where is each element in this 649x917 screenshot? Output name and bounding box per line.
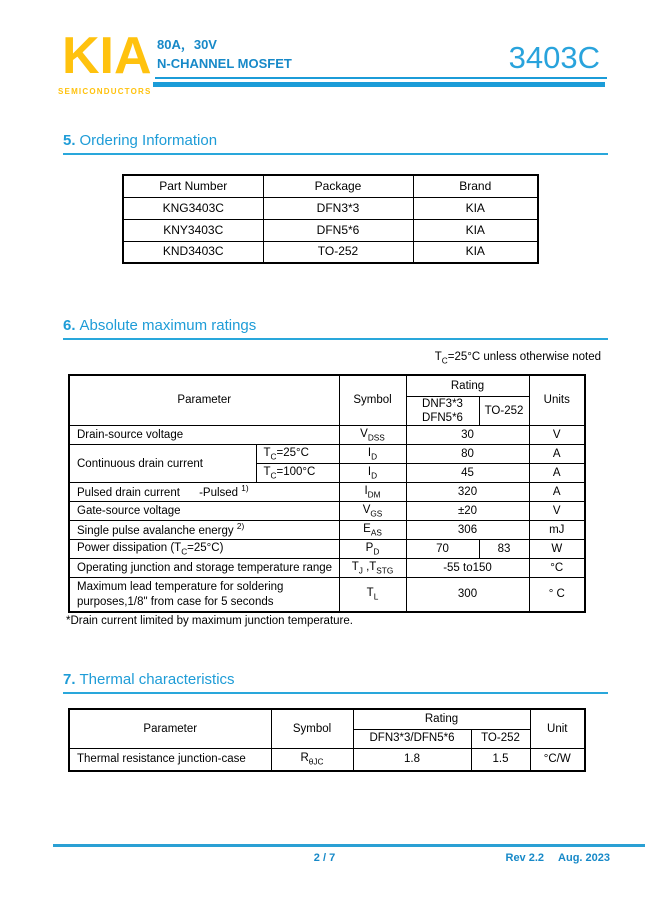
part-number-cell: KNY3403C xyxy=(123,219,263,241)
header-rule-thin xyxy=(155,77,607,79)
part-number-cell: KNG3403C xyxy=(123,197,263,219)
parameter-cell: Power dissipation $(T_C=25^\circ C)$ xyxy=(69,540,339,559)
parameter-cell: Single pulse avalanche energy $^{2)}$ xyxy=(69,521,339,540)
brand-cell: KIA xyxy=(413,219,538,241)
revision-label: Rev 2.2 xyxy=(505,852,545,864)
condition-cell: $T_C=25^\circ C$ xyxy=(256,445,339,464)
parameter-cell: Thermal resistance junction-case xyxy=(69,748,271,771)
package-cell: DFN3*3 xyxy=(263,197,413,219)
package-name: DFN5*6 xyxy=(422,411,463,424)
section-6-rule xyxy=(63,338,608,340)
section-7-rule xyxy=(63,692,608,694)
unit-cell: V xyxy=(529,502,585,521)
symbol-cell: $I_{DM}$ xyxy=(339,483,406,502)
table-row xyxy=(69,502,585,521)
table-header-row xyxy=(69,375,585,396)
table-row xyxy=(69,445,585,464)
parameter-cell: Drain-source voltage xyxy=(69,426,339,445)
logo-subtext: SEMICONDUCTORS xyxy=(58,87,152,96)
col-header-unit: Unit xyxy=(530,709,585,748)
package-cell: TO-252 xyxy=(263,241,413,263)
symbol-cell: $I_D$ xyxy=(339,464,406,483)
rating-cell: 320 xyxy=(406,483,529,502)
col-header-rating: Rating xyxy=(353,709,530,729)
col-header-parameter: Parameter xyxy=(69,375,339,426)
package-cell: DFN5*6 xyxy=(263,219,413,241)
table-row xyxy=(123,241,538,263)
kia-logo: KIA xyxy=(62,27,152,85)
symbol-cell: $R_{\theta JC}$ xyxy=(271,748,353,771)
section-6-title: Absolute maximum ratings xyxy=(79,317,257,334)
symbol-cell: $T_J$ $,T_{STG}$ xyxy=(339,559,406,578)
symbol-cell: $V_{DSS}$ xyxy=(339,426,406,445)
section-5-heading xyxy=(63,132,217,149)
col-header-rating: Rating xyxy=(406,375,529,396)
symbol-cell: $P_D$ xyxy=(339,540,406,559)
absolute-maximum-ratings-table xyxy=(68,374,586,613)
part-number-title: 3403C xyxy=(508,40,600,75)
table-row xyxy=(69,521,585,540)
device-spec xyxy=(157,35,292,73)
test-condition-note: $T_C=25^\circ C$ unless otherwise noted xyxy=(434,351,601,366)
table-row xyxy=(123,219,538,241)
unit-cell: A xyxy=(529,464,585,483)
col-header-units: Units xyxy=(529,375,585,426)
table-row xyxy=(69,748,585,771)
symbol-cell: $T_L$ xyxy=(339,578,406,612)
header-rule-thick xyxy=(153,82,605,87)
condition-cell: $T_C=100^\circ C$ xyxy=(256,464,339,483)
table-row xyxy=(69,559,585,578)
rating-cell: ±20 xyxy=(406,502,529,521)
unit-cell: ° C xyxy=(529,578,585,612)
unit-cell: A xyxy=(529,483,585,502)
package-name: DNF3*3 xyxy=(422,397,463,410)
section-6-number: 6. xyxy=(63,317,76,334)
revision-info xyxy=(506,852,611,864)
unit-cell: °C/W xyxy=(530,748,585,771)
section-5-number: 5. xyxy=(63,132,76,149)
rating-cell: 306 xyxy=(406,521,529,540)
spec-line-rating: 80A，30V xyxy=(157,37,217,52)
unit-cell: °C xyxy=(529,559,585,578)
rating-cell-to252: 83 xyxy=(479,540,529,559)
brand-cell: KIA xyxy=(413,197,538,219)
col-header-package-to252: TO-252 xyxy=(479,396,529,426)
col-header-package-dfn: DFN3*3/DFN5*6 xyxy=(353,729,471,748)
symbol-cell: $E_{AS}$ xyxy=(339,521,406,540)
parameter-cell: Maximum lead temperature for soldering purposes,1/8" from case for 5 seconds xyxy=(69,578,339,612)
section-5-rule xyxy=(63,153,608,155)
spec-line-type: N-CHANNEL MOSFET xyxy=(157,56,292,71)
col-header-symbol: Symbol xyxy=(339,375,406,426)
rating-cell: 30 xyxy=(406,426,529,445)
col-header-package-dfn xyxy=(406,396,479,426)
table-row xyxy=(69,483,585,502)
rating-cell: 80 xyxy=(406,445,529,464)
page-number: 2 / 7 xyxy=(313,852,336,864)
table-row xyxy=(123,197,538,219)
section-7-title: Thermal characteristics xyxy=(79,671,235,688)
table-row xyxy=(69,578,585,612)
rating-cell-dfn: 1.8 xyxy=(353,748,471,771)
table-row xyxy=(69,426,585,445)
part-number-cell: KND3403C xyxy=(123,241,263,263)
unit-cell: mJ xyxy=(529,521,585,540)
unit-cell: V xyxy=(529,426,585,445)
ordering-information-table xyxy=(122,174,539,264)
revision-date: Aug. 2023 xyxy=(558,852,610,864)
parameter-cell: Pulsed drain current -Pulsed $^{1)}$ xyxy=(69,483,339,502)
table-row xyxy=(69,540,585,559)
unit-cell: A xyxy=(529,445,585,464)
symbol-cell: $V_{GS}$ xyxy=(339,502,406,521)
rating-cell: 45 xyxy=(406,464,529,483)
unit-cell: W xyxy=(529,540,585,559)
parameter-cell: Continuous drain current xyxy=(69,445,256,483)
section-6-heading xyxy=(63,317,256,334)
section-7-heading xyxy=(63,671,235,688)
col-header-part-number: Part Number xyxy=(123,175,263,197)
footer-rule xyxy=(53,844,645,847)
rating-cell: -55 to150 xyxy=(406,559,529,578)
rating-cell-dfn: 70 xyxy=(406,540,479,559)
col-header-parameter: Parameter xyxy=(69,709,271,748)
thermal-characteristics-table xyxy=(68,708,586,772)
drain-current-footnote: *Drain current limited by maximum junction temperature. xyxy=(66,615,353,627)
section-7-number: 7. xyxy=(63,671,76,688)
table-header-row xyxy=(69,709,585,729)
parameter-cell: Operating junction and storage temperature range xyxy=(69,559,339,578)
rating-cell: 300 xyxy=(406,578,529,612)
parameter-cell: Gate-source voltage xyxy=(69,502,339,521)
col-header-package-to252: TO-252 xyxy=(471,729,530,748)
col-header-package: Package xyxy=(263,175,413,197)
col-header-symbol: Symbol xyxy=(271,709,353,748)
rating-cell-to252: 1.5 xyxy=(471,748,530,771)
col-header-brand: Brand xyxy=(413,175,538,197)
brand-cell: KIA xyxy=(413,241,538,263)
symbol-cell: $I_D$ xyxy=(339,445,406,464)
section-5-title: Ordering Information xyxy=(79,132,218,149)
table-header-row xyxy=(123,175,538,197)
